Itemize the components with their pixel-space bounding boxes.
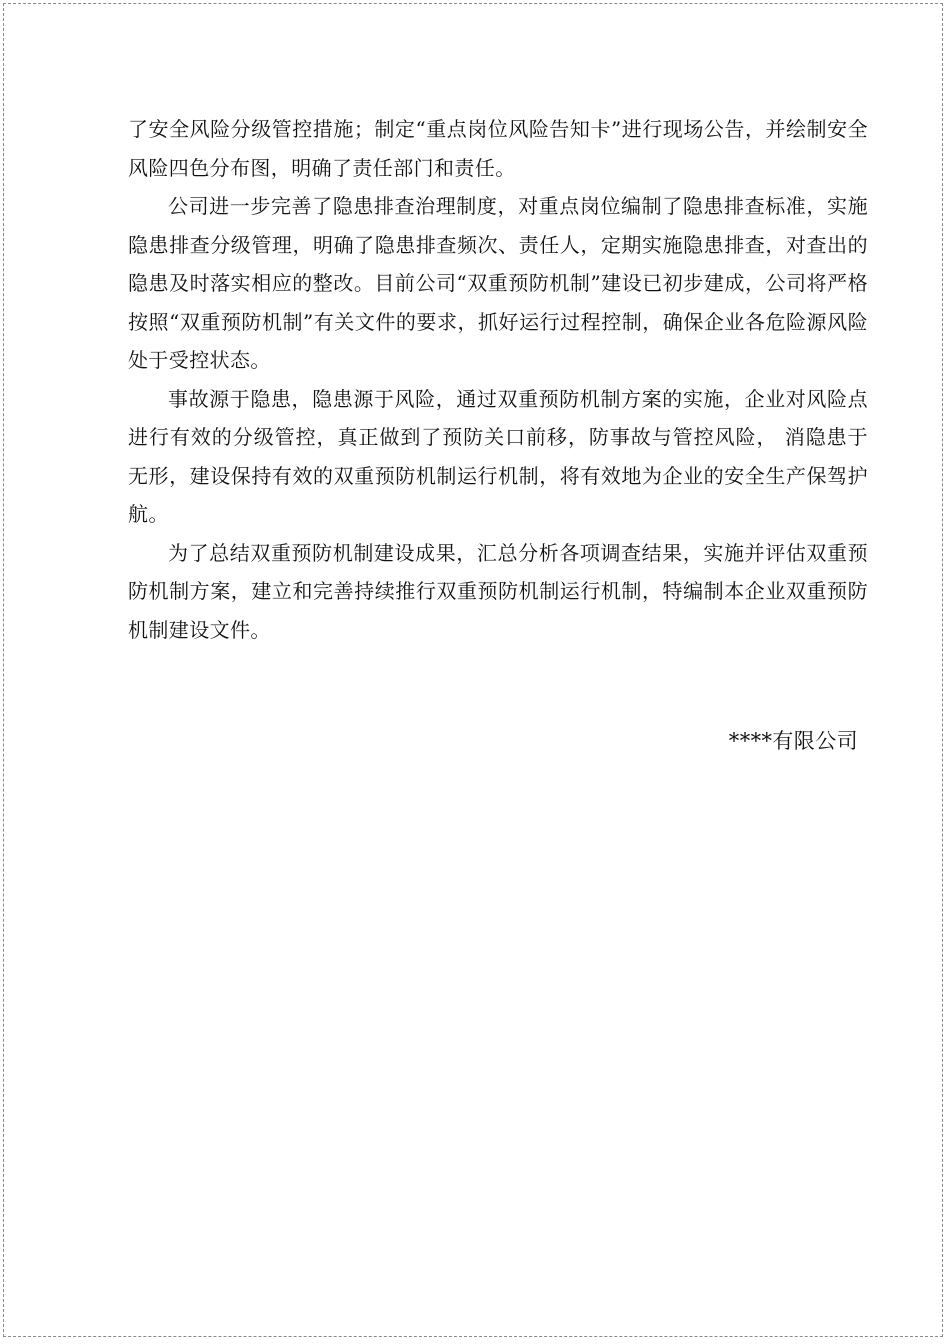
paragraph-document-purpose: 为了总结双重预防机制建设成果，汇总分析各项调查结果，实施并评估双重预防机制方案，建立和完善持续推行双重预防机制运行机制，特编制本企业双重预防机制建设文件。: [128, 540, 868, 642]
company-signature: ****有限公司: [728, 729, 858, 753]
document-body: [128, 110, 868, 649]
paragraph-hazard-investigation: 公司进一步完善了隐患排查治理制度，对重点岗位编制了隐患排查标准，实施隐患排查分级管理，明确了隐患排查频次、责任人，定期实施隐患排查，对查出的隐患及时落实相应的整改。目前公司“双重预防机制”建设已初步建成，公司将严格按照“双重预防机制”有关文件的要求，抓好运行过程控制，确保企业各危险源风险处于受控状态。: [128, 194, 868, 372]
paragraph-continuation: 了安全风险分级管控措施；制定“重点岗位风险告知卡”进行现场公告，并绘制安全风险四色分布图，明确了责任部门和责任。: [128, 117, 868, 180]
paragraph-risk-control: 事故源于隐患，隐患源于风险，通过双重预防机制方案的实施，企业对风险点进行有效的分级管控，真正做到了预防关口前移，防事故与管控风险， 消隐患于无形，建设保持有效的双重预防机制运行机制，将有效地为企业的安全生产保驾护航。: [128, 386, 868, 526]
